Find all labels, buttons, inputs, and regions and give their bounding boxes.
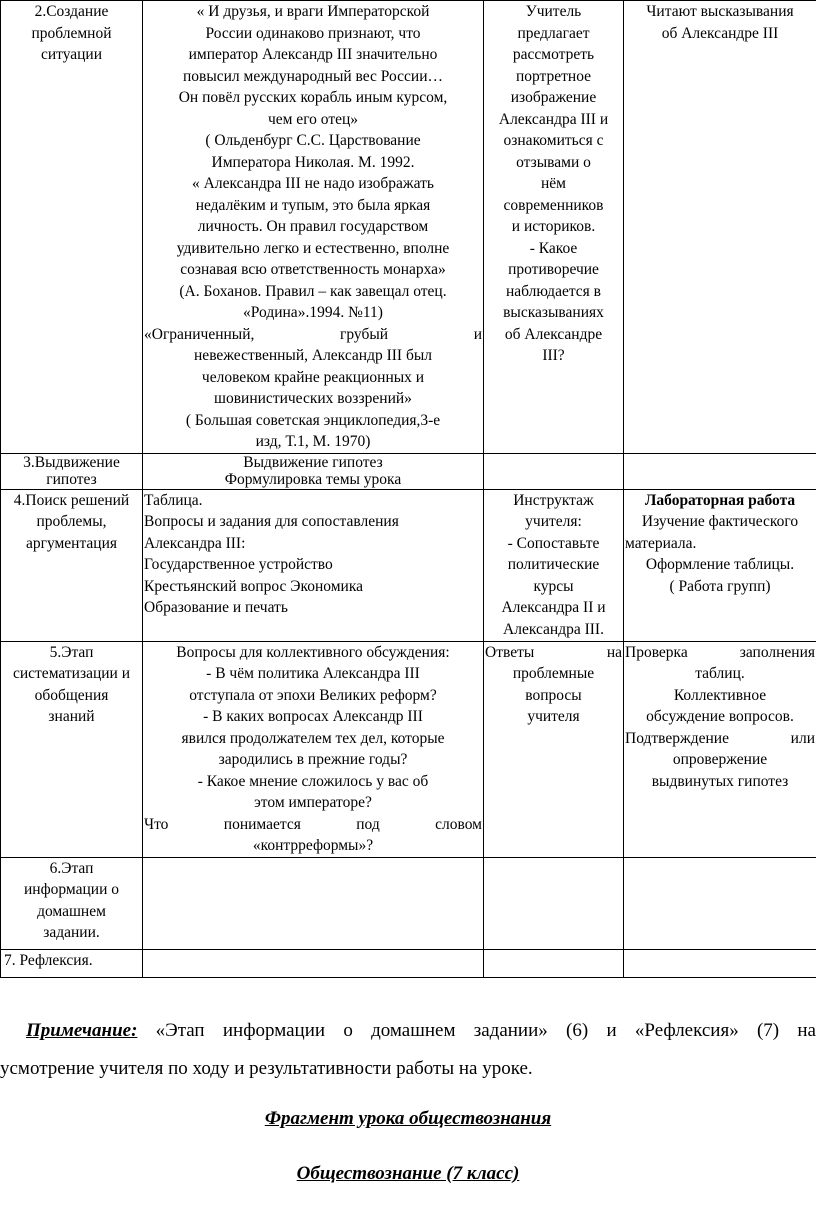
cell-line: шовинистических воззрений» — [214, 390, 412, 407]
cell-line: чем его отец» — [267, 110, 359, 128]
subject-heading: Обществознание (7 класс) — [296, 1163, 520, 1184]
table-row — [1, 949, 816, 977]
content-cell — [143, 489, 484, 641]
cell-line: Александра II и — [501, 599, 606, 616]
cell-line: информации о — [24, 881, 119, 898]
cell-line: политические — [507, 556, 600, 573]
cell-line: высказываниях — [503, 304, 604, 321]
teacher-cell — [484, 489, 624, 641]
cell-line: Александра III: — [144, 534, 246, 552]
cell-line: Александра III. — [503, 620, 604, 638]
cell-line: «Ограниченный, грубый и — [144, 325, 482, 343]
cell-line: об Александре III — [661, 24, 779, 42]
fragment-heading: Фрагмент урока обществознания — [264, 1108, 552, 1129]
students-cell — [624, 641, 816, 857]
cell-line: систематизации и — [12, 665, 130, 682]
teacher-cell — [484, 949, 624, 977]
cell-line: проблемной — [31, 24, 112, 42]
cell-line: Вопросы и задания для сопоставления — [144, 513, 399, 530]
cell-line: Ответы на — [485, 643, 622, 661]
cell-line: нём — [541, 175, 566, 192]
cell-line: Изучение фактического — [641, 513, 799, 530]
teacher-cell — [484, 857, 624, 949]
cell-line: аргументация — [25, 534, 118, 552]
cell-line: портретное — [515, 67, 592, 85]
cell-line: повысил международный вес России… — [182, 67, 444, 85]
cell-line: проблемные — [512, 665, 595, 682]
cell-line: III? — [542, 347, 565, 364]
cell-line: Инструктаж — [513, 491, 594, 509]
cell-line: Таблица. — [144, 491, 203, 509]
stage-cell — [1, 949, 143, 977]
cell-line: Формулировка темы урока — [224, 470, 402, 488]
cell-line: - В чём политика Александра III — [206, 665, 420, 682]
cell-line: вопросы — [525, 686, 582, 704]
table-row — [1, 489, 816, 641]
table-row — [1, 857, 816, 949]
cell-line: Государственное устройство — [144, 556, 333, 573]
cell-line: задании. — [43, 924, 100, 941]
cell-line: и историков. — [511, 218, 596, 235]
cell-line: человеком крайне реакционных и — [201, 368, 425, 386]
stage-cell — [1, 1, 143, 454]
cell-line: « Александра III не надо изображать — [192, 175, 434, 192]
cell-line: изд, Т.1, М. 1970) — [255, 433, 371, 450]
note-text-line2: усмотрение учителя по ходу и результативности работы на уроке. — [0, 1058, 533, 1079]
cell-line: материала. — [625, 534, 697, 552]
cell-line: 7. Рефлексия. — [4, 951, 93, 969]
note-label: Примечание: — [26, 1020, 138, 1041]
note-text-line1: «Этап информации о домашнем задании» (6) и «Рефлексия» (7) на — [155, 1020, 816, 1041]
students-cell — [624, 1, 816, 454]
content-cell — [143, 641, 484, 857]
stage-cell — [1, 641, 143, 857]
content-cell — [143, 1, 484, 454]
cell-line: невежественный, Александр III был — [194, 347, 432, 364]
cell-line: 3.Выдвижение — [23, 453, 120, 471]
stage-cell — [1, 453, 143, 489]
stage-cell — [1, 489, 143, 641]
cell-line: Коллективное — [673, 686, 767, 704]
content-cell — [143, 857, 484, 949]
cell-line: «контрреформы»? — [252, 837, 374, 854]
cell-line: ситуации — [40, 46, 103, 63]
cell-line: Выдвижение гипотез — [243, 453, 383, 471]
cell-line: личность. Он правил государством — [197, 218, 429, 235]
cell-line: Императора Николая. М. 1992. — [211, 153, 415, 171]
cell-line: 6.Этап — [49, 859, 94, 877]
cell-line: обсуждение вопросов. — [646, 708, 794, 725]
cell-line: рассмотреть — [512, 46, 595, 63]
students-cell — [624, 857, 816, 949]
cell-line: Образование и печать — [144, 599, 288, 616]
cell-line: предлагает — [517, 24, 590, 42]
cell-line: отступала от эпохи Великих реформ? — [189, 686, 437, 704]
cell-line: об Александре — [504, 325, 603, 343]
cell-line: 5.Этап — [49, 643, 94, 661]
cell-line: ( Работа групп) — [669, 577, 771, 595]
cell-line: Вопросы для коллективного обсуждения: — [176, 643, 450, 661]
teacher-cell — [484, 1, 624, 454]
stage-cell — [1, 857, 143, 949]
cell-line: Что понимается под словом — [144, 815, 482, 833]
cell-line: учителя — [527, 708, 580, 725]
cell-line: ( Большая советская энциклопедия,3-е — [185, 411, 441, 429]
cell-line: Оформление таблицы. — [645, 556, 795, 573]
cell-line: - Какое мнение сложилось у вас об — [197, 772, 429, 790]
cell-line: проблемы, — [36, 513, 107, 530]
cell-line: 2.Создание — [34, 3, 109, 20]
cell-line: Читают высказывания — [646, 3, 794, 20]
table-row — [1, 453, 816, 489]
cell-line: «Родина».1994. №11) — [243, 304, 383, 321]
cell-line: гипотез — [46, 470, 97, 488]
cell-line: - Какое — [529, 239, 578, 257]
cell-line: Подтверждение или — [625, 729, 815, 747]
cell-line: - В каких вопросах Александр III — [203, 708, 423, 725]
cell-line: Крестьянский вопрос Экономика — [144, 577, 364, 595]
cell-line: (А. Боханов. Правил – как завещал отец. — [179, 282, 447, 300]
cell-line: сознавая всю ответственность монарха» — [180, 261, 446, 278]
cell-line: опровержение — [672, 751, 768, 768]
cell-line: Он повёл русских корабль иным курсом, — [178, 89, 448, 106]
cell-line: выдвинутых гипотез — [651, 772, 789, 790]
table-row — [1, 1, 816, 454]
cell-line: обобщения — [34, 686, 109, 704]
cell-line: этом императоре? — [254, 794, 372, 811]
cell-line: зародились в прежние годы? — [218, 751, 408, 768]
table-row — [1, 641, 816, 857]
cell-line: изображение — [510, 89, 597, 106]
cell-line: император Александр III значительно — [188, 46, 438, 63]
cell-line: явился продолжателем тех дел, которые — [181, 729, 445, 747]
cell-line: наблюдается в — [505, 282, 601, 300]
cell-line: - Сопоставьте — [507, 534, 600, 552]
students-cell — [624, 453, 816, 489]
cell-line: 4.Поиск решений — [13, 491, 130, 509]
cell-line: противоречие — [508, 261, 599, 278]
students-cell — [624, 489, 816, 641]
note-paragraph — [0, 1012, 816, 1088]
cell-line: курсы — [533, 577, 574, 595]
cell-line: Проверка заполнения — [625, 643, 815, 661]
cell-line: современников — [503, 196, 604, 214]
cell-line: недалёким и тупым, это была яркая — [195, 196, 431, 214]
cell-line: знаний — [48, 708, 95, 725]
cell-line: России одинаково признают, что — [205, 24, 421, 42]
students-cell — [624, 949, 816, 977]
cell-line: таблиц. — [695, 665, 745, 682]
content-cell — [143, 949, 484, 977]
cell-line: удивительно легко и естественно, вполне — [176, 239, 450, 257]
cell-line: учителя: — [525, 513, 582, 530]
teacher-cell — [484, 641, 624, 857]
cell-line: Александра III и — [498, 110, 609, 128]
cell-line: Учитель — [525, 3, 582, 20]
cell-line: Лабораторная работа — [644, 491, 796, 509]
cell-line: домашнем — [37, 902, 106, 920]
cell-line: « И друзья, и враги Императорской — [196, 3, 430, 20]
cell-line: ознакомиться с — [503, 132, 604, 149]
content-cell — [143, 453, 484, 489]
cell-line: ( Ольденбург С.С. Царствование — [205, 132, 421, 149]
teacher-cell — [484, 453, 624, 489]
cell-line: отзывами о — [516, 153, 591, 171]
